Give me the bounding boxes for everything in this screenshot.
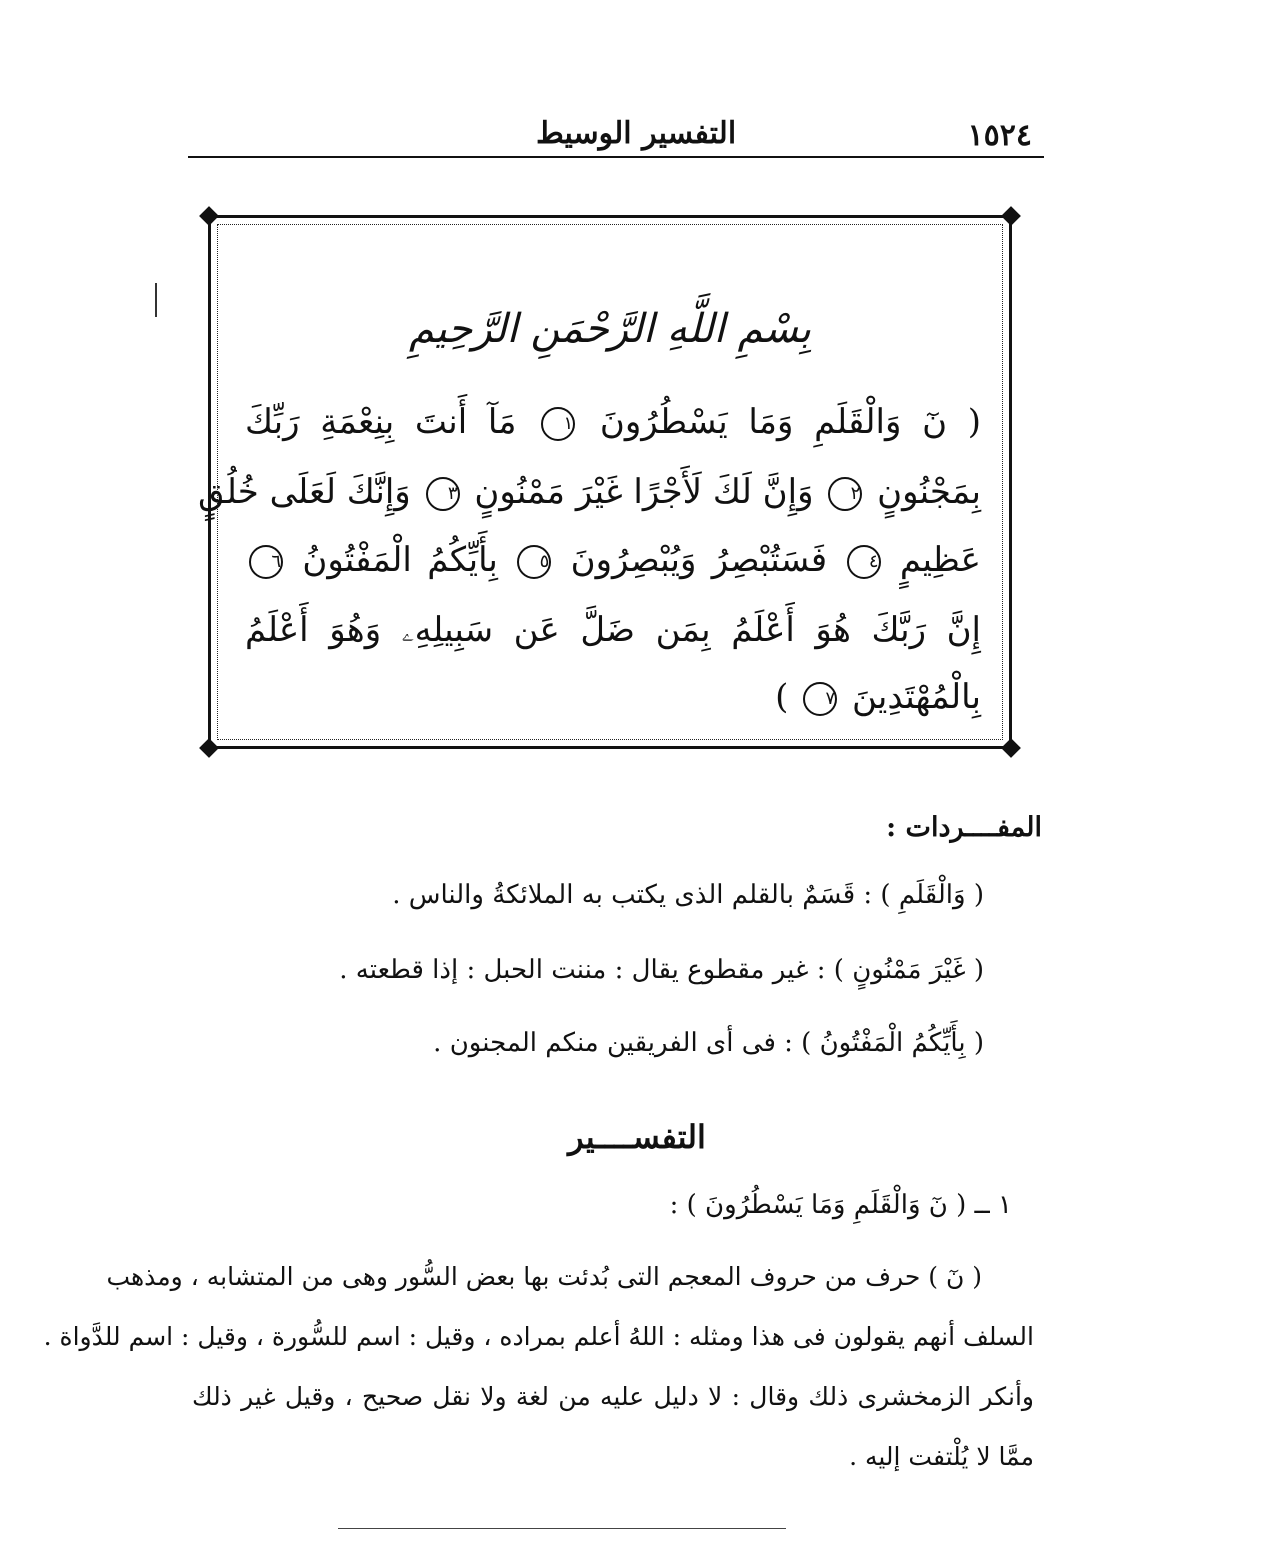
page-number: ١٥٢٤ [967,118,1032,153]
vocabulary-entry: ( بِأَيِّكُمُ الْمَفْتُونُ ) : فى أى الفريقين منكم المجنون . [433,1028,984,1058]
vocabulary-entry: ( وَالْقَلَمِ ) : قَسَمٌ بالقلم الذى يكتب به الملائكةُ والناس . [392,880,984,910]
verse-line [245,606,981,654]
tafsir-heading: التفســــير [568,1118,706,1156]
verse-text: بِمَجْنُونٍ [877,472,981,512]
frame-corner-ornament [199,206,219,226]
running-header [188,108,1044,158]
ayah-number-marker: ٢ [828,477,862,511]
verse-text: بِأَيِّكُمُ الْمَفْتُونُ [302,540,498,580]
scan-mark [155,283,157,317]
commentary-line: السلف أنهم يقولون فى هذا ومثله : اللهُ أعلم بمراده ، وقيل : اسم للسُّورة ، وقيل : اسم للدَّواة . [43,1322,1034,1351]
frame-corner-ornament [1001,738,1021,758]
commentary-line: وأنكر الزمخشرى ذلك وقال : لا دليل عليه من لغة ولا نقل صحيح ، وقيل غير ذلك [192,1382,1034,1411]
verse-text: ) [775,677,789,717]
quran-verses-frame [198,215,1012,749]
ayah-number-marker: ٧ [803,682,837,716]
verse-text: وَإِنَّكَ لَعَلَى خُلُقٍ [198,472,411,512]
header-rule [188,156,1044,158]
verse-reference: ١ ــ ( نٓ وَالْقَلَمِ وَمَا يَسْطُرُونَ ) : [669,1190,1012,1220]
ayah-number-marker: ٤ [847,545,881,579]
commentary-line: ممَّا لا يُلْتفت إليه . [849,1442,1034,1471]
commentary-line: ( نٓ ) حرف من حروف المعجم التى بُدئت بها بعض السُّور وهى من المتشابه ، ومذهب [106,1262,982,1291]
verse-text: فَسَتُبْصِرُ وَيُبْصِرُونَ [570,540,828,580]
verse-text: بِالْمُهْتَدِينَ [852,677,981,717]
ayah-number-marker: ١ [541,407,575,441]
book-title: التفسير الوسيط [536,116,737,151]
verse-text: ( نٓ وَالْقَلَمِ وَمَا يَسْطُرُونَ [599,402,982,442]
verse-line [245,398,981,446]
vocabulary-entry: ( غَيْرَ مَمْنُونٍ ) : غير مقطوع يقال : مننت الحبل : إذا قطعته . [339,955,984,985]
verse-line [198,468,981,516]
verse-text: إِنَّ رَبَّكَ هُوَ أَعْلَمُ بِمَن ضَلَّ عَن سَبِيلِهِۦ وَهُوَ أَعْلَمُ [245,610,981,650]
verse-line [245,536,981,584]
frame-corner-ornament [199,738,219,758]
verse-line [245,673,981,721]
verse-text: مَآ أَنتَ بِنِعْمَةِ رَبِّكَ [245,402,517,442]
footer-rule [338,1528,786,1529]
basmala: بِسْمِ اللَّهِ الرَّحْمَنِ الرَّحِيمِ [408,306,812,352]
frame-corner-ornament [1001,206,1021,226]
verse-text: وَإِنَّ لَكَ لَأَجْرًا غَيْرَ مَمْنُونٍ [474,472,814,512]
ayah-number-marker: ٣ [426,477,460,511]
verse-text: عَظِيمٍ [899,540,981,580]
ayah-number-marker: ٥ [517,545,551,579]
vocabulary-heading: المفــــردات : [886,812,1042,843]
ayah-number-marker: ٦ [249,545,283,579]
